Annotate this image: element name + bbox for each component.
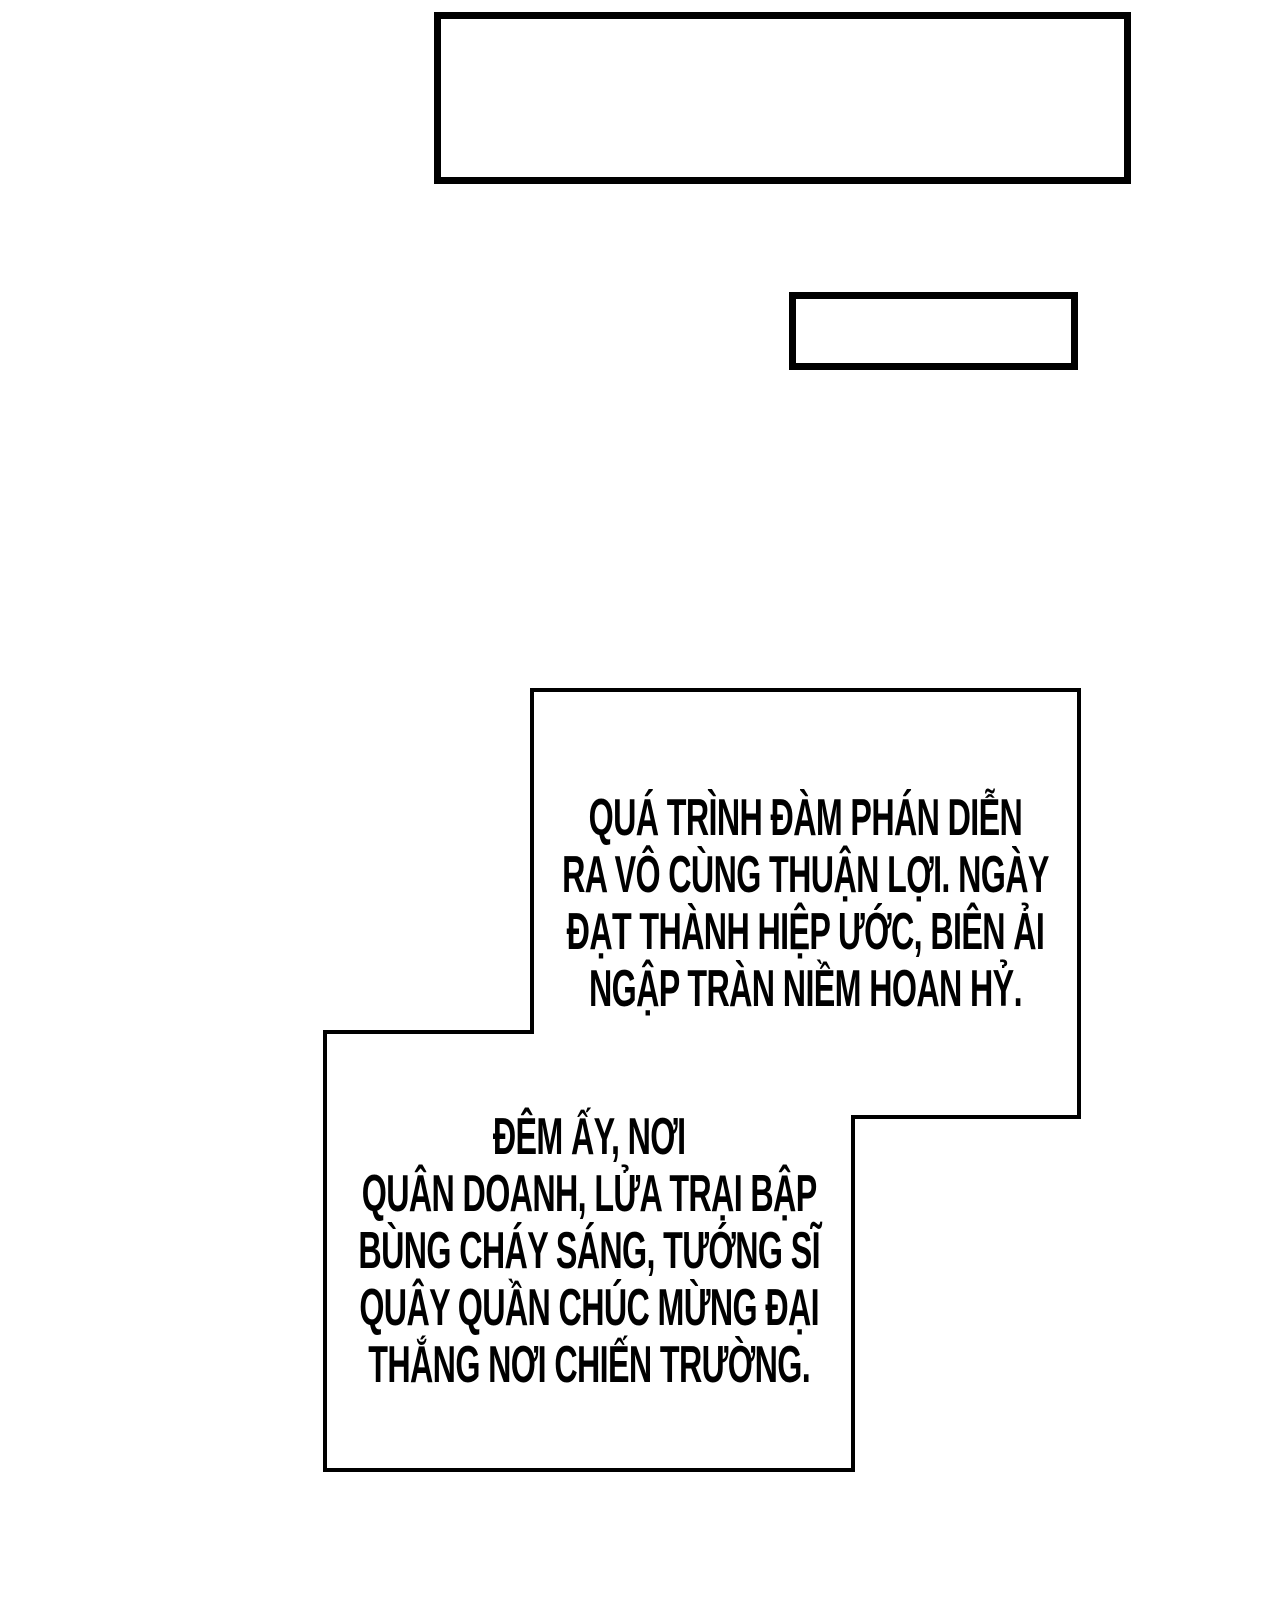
narration-line: ĐÊM ẤY, NƠI <box>492 1107 686 1166</box>
narration-line: ĐẠT THÀNH HIỆP ƯỚC, BIÊN ẢI <box>566 902 1045 961</box>
narration-line: QUÂN DOANH, LỬA TRẠI BẬP <box>361 1164 817 1223</box>
narration-line: QUÁ TRÌNH ĐÀM PHÁN DIỄN <box>588 788 1023 847</box>
narration-line: RA VÔ CÙNG THUẬN LỢI. NGÀY <box>562 845 1049 904</box>
narration-line: QUÂY QUẦN CHÚC MỪNG ĐẠI <box>359 1278 819 1337</box>
narration-line: BÙNG CHÁY SÁNG, TƯỚNG SĨ <box>358 1221 820 1280</box>
narration-box-2-text <box>358 1109 820 1394</box>
narration-box-1-text <box>562 790 1049 1018</box>
narration-box-2 <box>323 1030 855 1472</box>
narration-line: THẮNG NƠI CHIẾN TRƯỜNG. <box>368 1335 810 1394</box>
narration-line: NGẬP TRÀN NIỀM HOAN HỶ. <box>589 959 1022 1018</box>
